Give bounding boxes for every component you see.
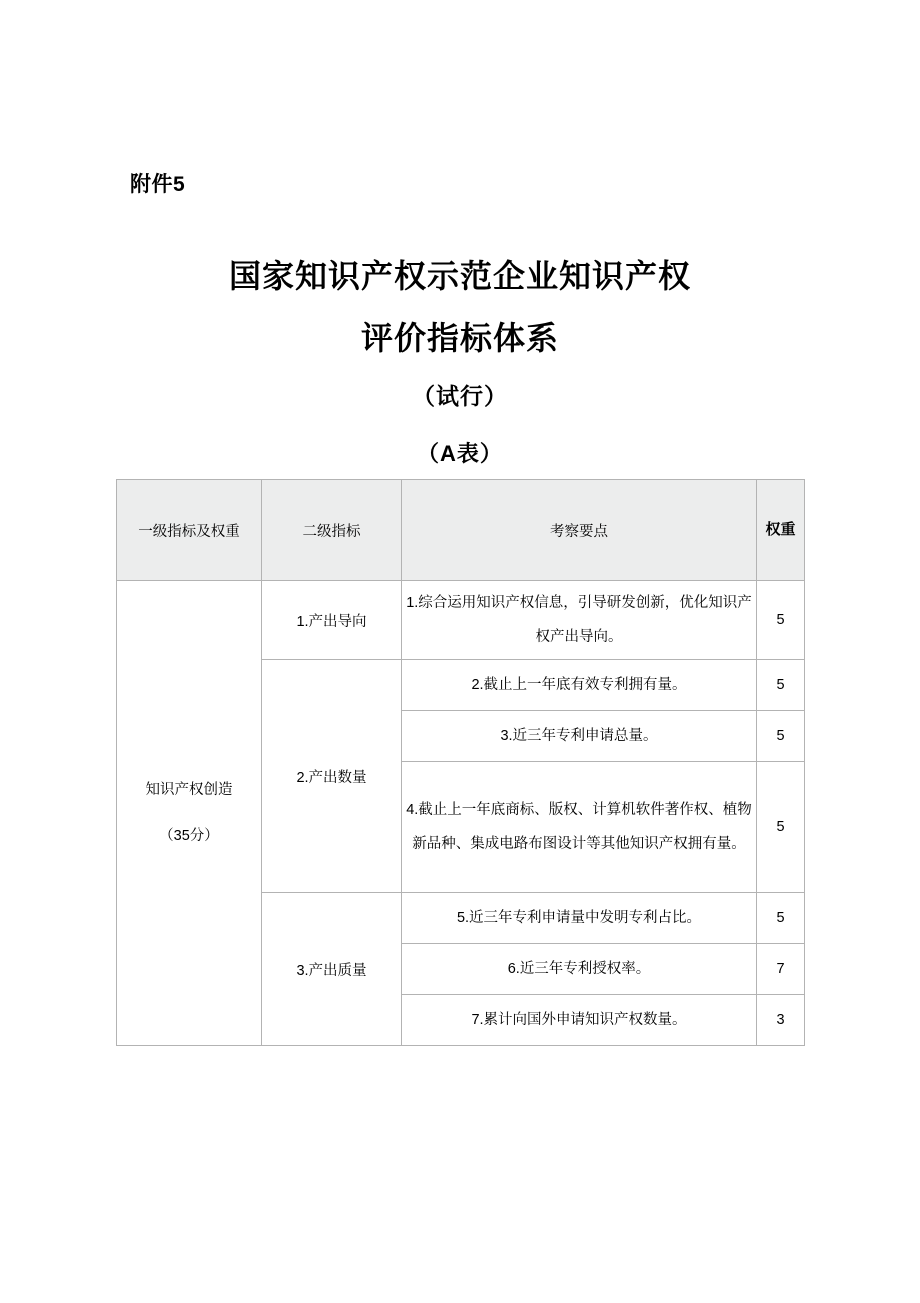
table-body [117, 581, 805, 1046]
level1-cell [117, 581, 262, 1046]
weight-cell: 5 [757, 581, 805, 660]
weight-cell: 5 [757, 660, 805, 711]
weight-cell: 7 [757, 944, 805, 995]
page-title-line-1: 国家知识产权示范企业知识产权 [228, 258, 691, 294]
weight-cell: 5 [757, 762, 805, 893]
point-cell: 4.截止上一年底商标、版权、计算机软件著作权、植物新品种、集成电路布图设计等其他知识产权拥有量。 [402, 762, 757, 893]
attachment-label: 附件5 [130, 173, 186, 196]
level1-name: 知识产权创造 [145, 782, 233, 798]
weight-cell: 5 [757, 893, 805, 944]
table-row [117, 581, 805, 660]
level2-cell: 1.产出导向 [262, 581, 402, 660]
point-cell: 5.近三年专利申请量中发明专利占比。 [402, 893, 757, 944]
header-level1: 一级指标及权重 [117, 480, 262, 581]
weight-cell: 5 [757, 711, 805, 762]
page-title [0, 245, 920, 369]
point-cell: 6.近三年专利授权率。 [402, 944, 757, 995]
subtitle-table-a: （A表） [417, 441, 503, 466]
level2-cell: 2.产出数量 [262, 660, 402, 893]
subtitle-trial: （试行） [412, 383, 508, 409]
page-title-line-2: 评价指标体系 [360, 320, 559, 356]
evaluation-index-table [116, 479, 805, 1046]
level2-cell: 3.产出质量 [262, 893, 402, 1046]
header-weight: 权重 [757, 480, 805, 581]
weight-cell: 3 [757, 995, 805, 1046]
level1-weight: （35分） [159, 828, 219, 844]
table-header [117, 480, 805, 581]
point-cell: 2.截止上一年底有效专利拥有量。 [402, 660, 757, 711]
header-points: 考察要点 [402, 480, 757, 581]
header-level2: 二级指标 [262, 480, 402, 581]
table-header-row [117, 480, 805, 581]
point-cell: 1.综合运用知识产权信息，引导研发创新，优化知识产权产出导向。 [402, 581, 757, 660]
point-cell: 3.近三年专利申请总量。 [402, 711, 757, 762]
point-cell: 7.累计向国外申请知识产权数量。 [402, 995, 757, 1046]
